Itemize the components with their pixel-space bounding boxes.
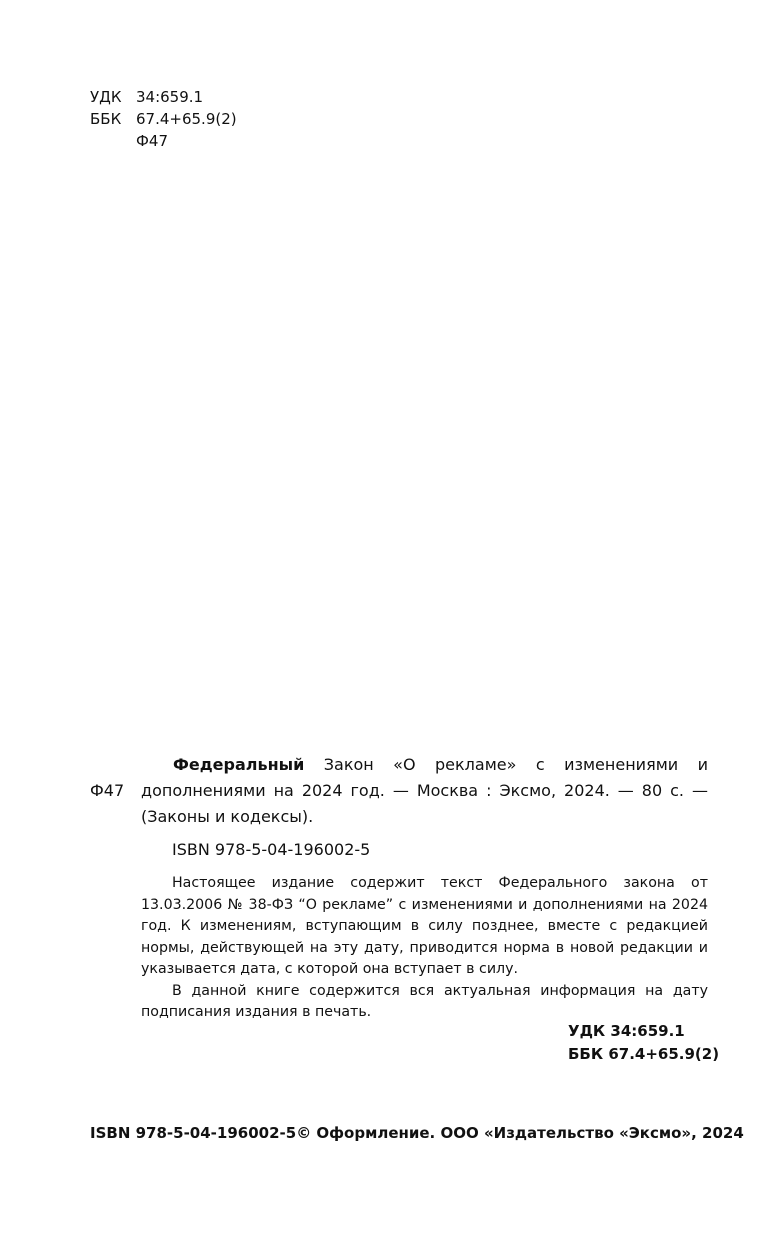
isbn-line: ISBN 978-5-04-196002-5 — [172, 840, 371, 859]
udk-key: УДК — [90, 88, 122, 106]
bbk-key: ББК — [90, 110, 122, 128]
footer-copyright: © Оформление. ООО «Издательство «Эксмо», 2024 — [296, 1124, 744, 1142]
footer — [90, 1122, 744, 1144]
bbk-row — [90, 108, 237, 130]
author-mark-left: Ф47 — [90, 781, 125, 800]
author-mark-top: Ф47 — [136, 132, 168, 150]
udk-row — [90, 86, 237, 108]
classification-block-bottom — [568, 1020, 719, 1066]
title-bold: Федеральный — [173, 755, 305, 774]
bbk-bottom: ББК 67.4+65.9(2) — [568, 1045, 720, 1063]
annotation-paragraph-1: Настоящее издание содержит текст Федерального закона от 13.03.2006 № 38-ФЗ “О рекламе” с изменениями и дополнениями на 2024 год. К изменениям, вступающим в силу позднее, вместе с редакцией нормы, действующей на эту дату, приводится норма в новой редакции и указывается дата, с которой она вступает в силу. — [141, 875, 708, 977]
annotation — [141, 873, 708, 1024]
udk-value: 34:659.1 — [136, 88, 204, 106]
bbk-value: 67.4+65.9(2) — [136, 110, 237, 128]
footer-isbn: ISBN 978-5-04-196002-5 — [90, 1124, 297, 1142]
classification-block-top — [90, 86, 237, 152]
bibliographic-description — [141, 752, 708, 830]
title-rest: Закон «О рекламе» с изменениями и дополнениями на 2024 год. — Москва : Эксмо, 2024. — 80 с. — (Законы и кодексы). — [141, 755, 708, 826]
udk-bottom: УДК 34:659.1 — [568, 1022, 685, 1040]
annotation-paragraph-2: В данной книге содержится вся актуальная информация на дату подписания издания в печать. — [141, 982, 708, 1020]
